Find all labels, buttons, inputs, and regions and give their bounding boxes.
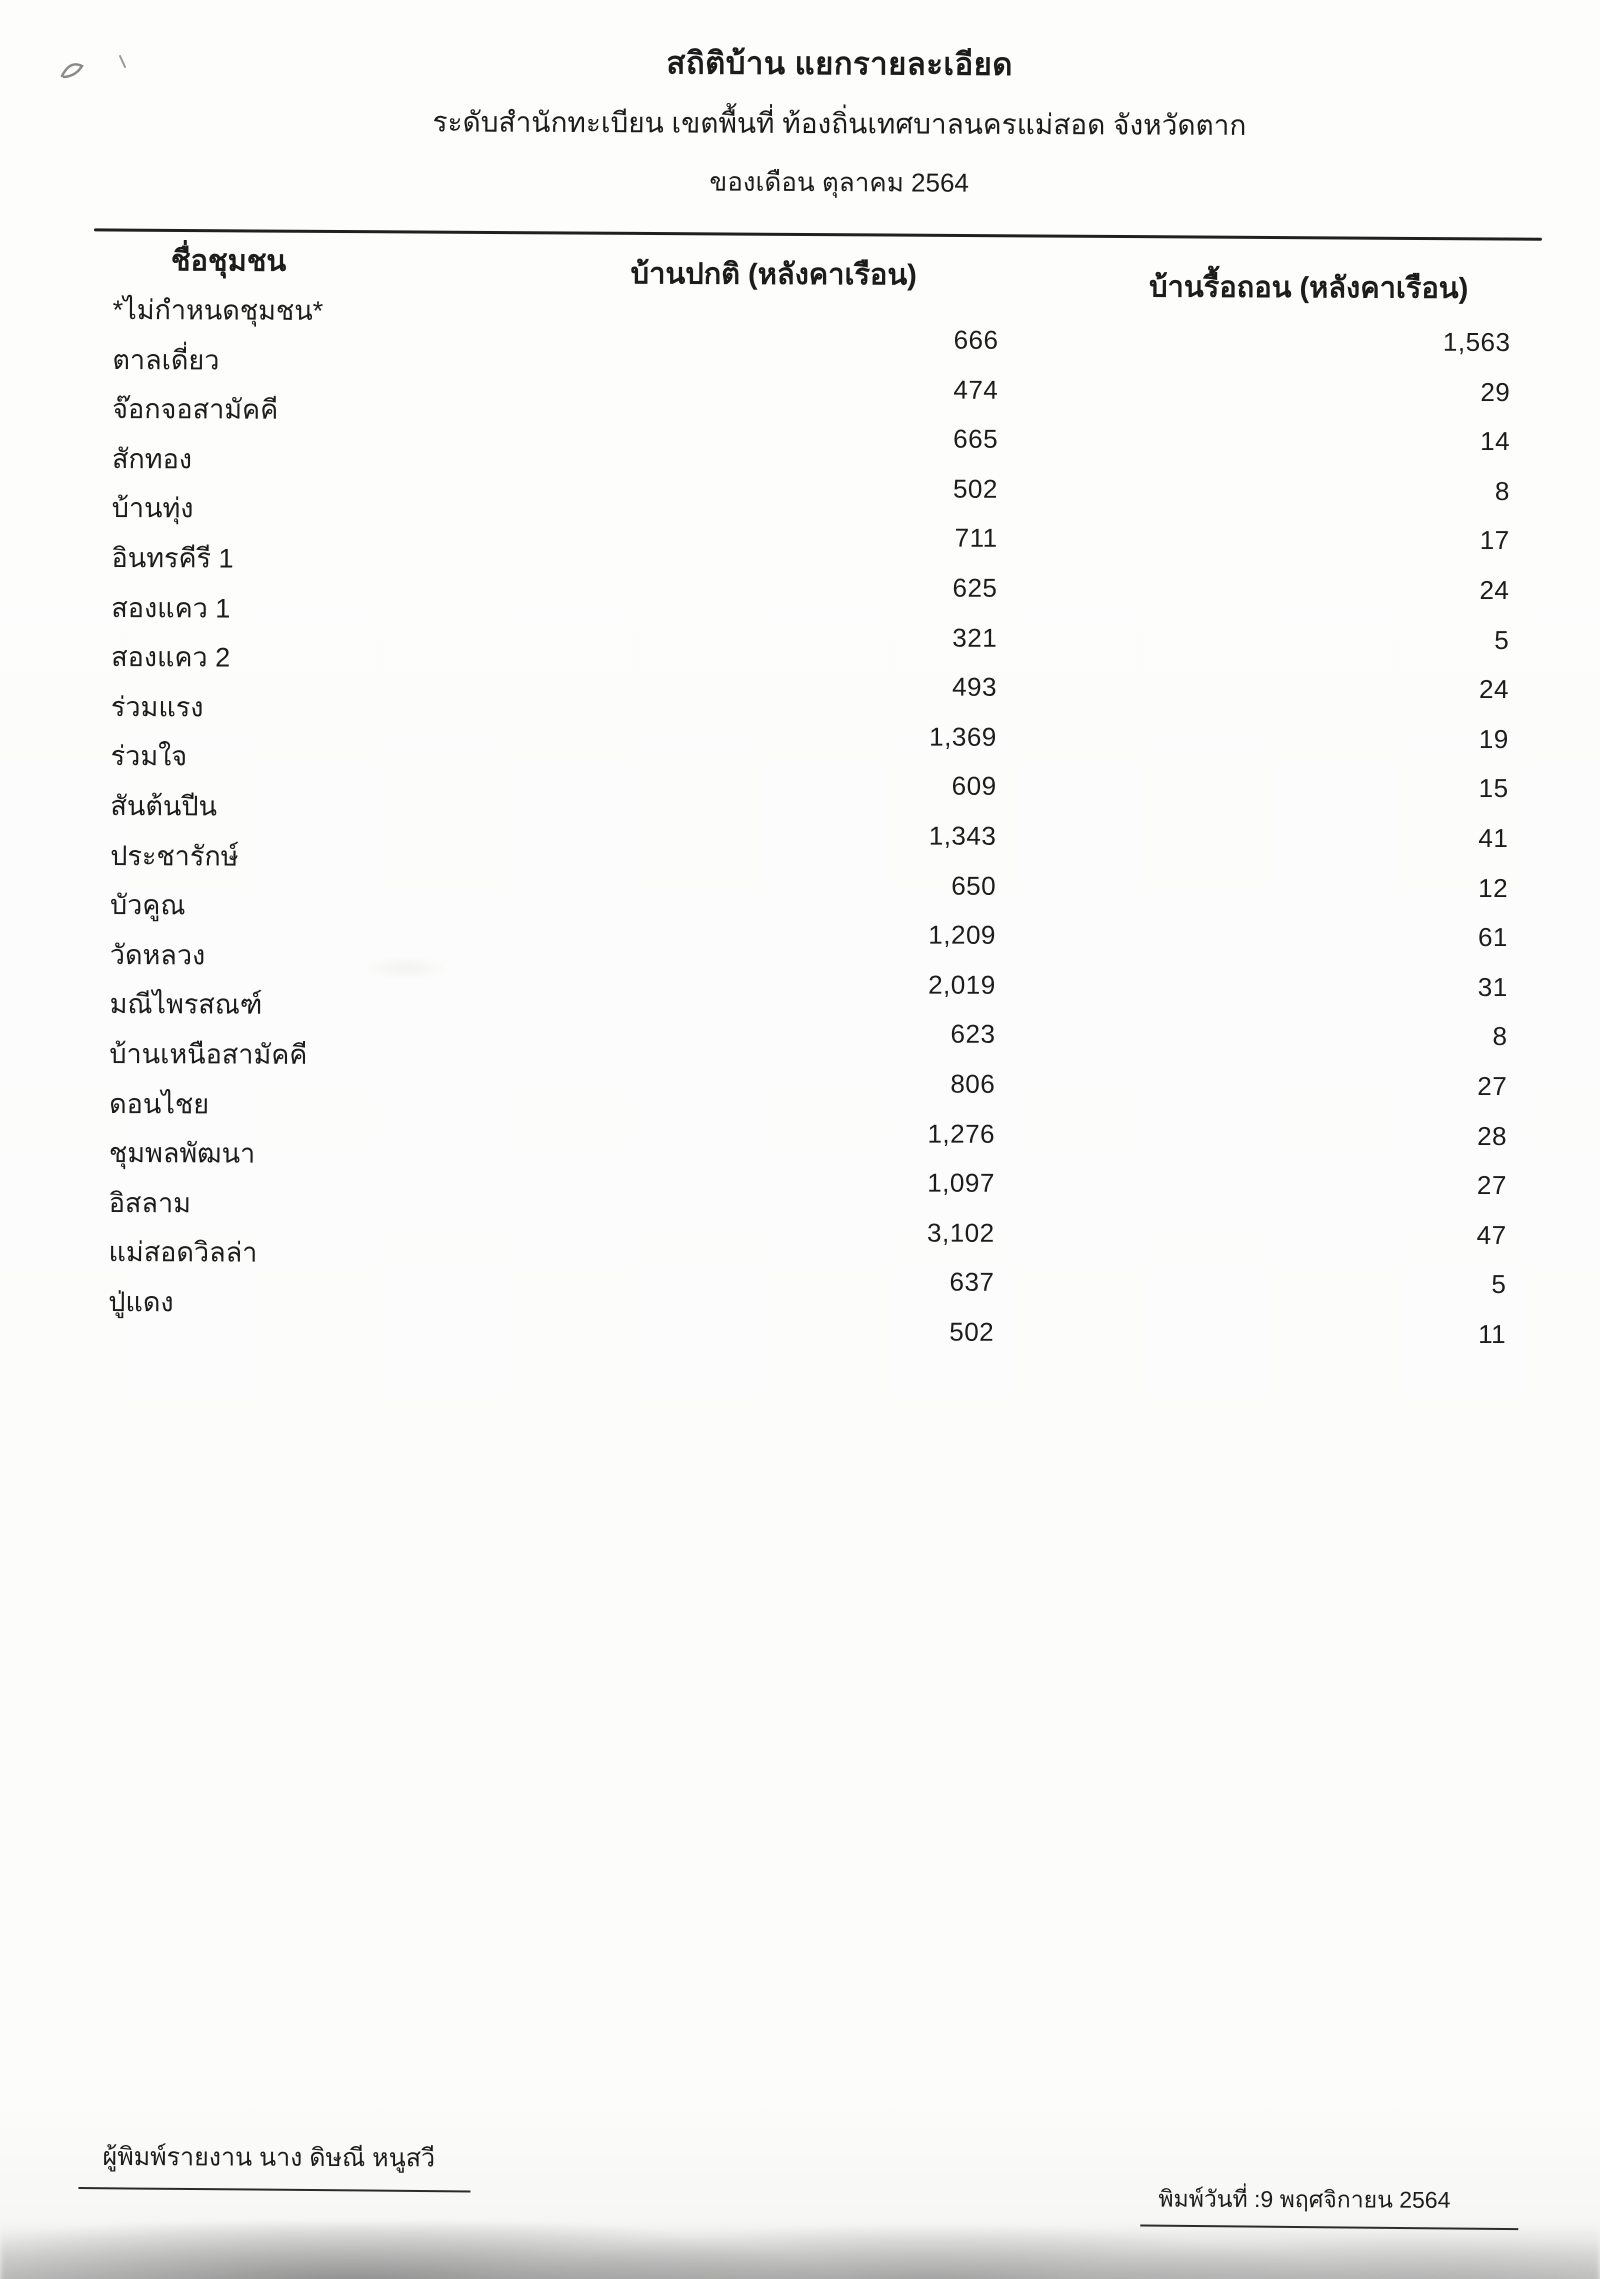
demolished-house-count: 5 [1494, 624, 1510, 655]
table-row [0, 585, 1597, 655]
community-name: วัดหลวง [109, 939, 206, 971]
community-name: *ไม่กำหนดชุมชน* [112, 295, 324, 326]
normal-house-count: 1,209 [928, 919, 996, 950]
scan-smudge [360, 955, 450, 981]
demolished-house-count: 27 [1476, 1170, 1507, 1201]
demolished-house-count: 28 [1477, 1120, 1508, 1151]
table-row [0, 1131, 1595, 1201]
table-row [0, 436, 1598, 506]
demolished-house-count: 61 [1477, 922, 1508, 953]
table-body [0, 288, 1599, 1349]
normal-house-count: 2,019 [928, 969, 996, 1000]
scanner-edge-shadow [0, 2223, 1600, 2279]
table-row [0, 387, 1598, 457]
print-date-label: พิมพ์วันที่ :9 พฤศจิกายน 2564 [1158, 2185, 1451, 2213]
table-row [0, 982, 1596, 1052]
normal-house-count: 666 [953, 324, 999, 355]
community-name: ประชารักษ์ [110, 840, 239, 872]
normal-house-count: 1,097 [927, 1167, 995, 1198]
community-name: สองแคว 2 [111, 642, 231, 673]
demolished-house-count: 47 [1476, 1219, 1507, 1250]
table-row [0, 833, 1596, 903]
community-name: ดอนไชย [109, 1088, 210, 1119]
community-name: บ้านเหนือสามัคคี [109, 1038, 308, 1070]
normal-house-count: 3,102 [926, 1217, 995, 1248]
table-row [0, 1230, 1595, 1300]
community-name: สันต้นปีน [110, 790, 218, 822]
community-name: จ๊อกจอสามัคคี [112, 394, 279, 425]
community-name: ร่วมแรง [110, 691, 204, 723]
table-row [0, 783, 1597, 854]
normal-house-count: 711 [954, 523, 998, 554]
normal-house-count: 321 [952, 622, 998, 653]
demolished-house-count: 15 [1478, 773, 1509, 804]
normal-house-count: 665 [953, 423, 999, 455]
table-row [0, 635, 1597, 705]
normal-house-count: 650 [951, 870, 997, 901]
demolished-house-count: 8 [1494, 475, 1510, 506]
normal-house-count: 502 [952, 473, 998, 504]
community-name: สองแคว 1 [111, 592, 231, 624]
printed-by-label: ผู้พิมพ์รายงาน นาง ดิษณี หนูสวี [102, 2142, 436, 2173]
normal-house-count: 623 [950, 1018, 996, 1050]
table-row [0, 288, 1599, 358]
normal-house-count: 625 [952, 572, 998, 603]
community-name: บ้านทุ่ง [111, 493, 194, 524]
table-row [0, 883, 1596, 953]
column-header-normal-houses: บ้านปกติ (หลังคาเรือน) [630, 258, 917, 292]
column-header-community-name: ชื่อชุมชน [170, 245, 287, 278]
demolished-house-count: 41 [1478, 822, 1509, 854]
table-row [0, 486, 1598, 556]
normal-house-count: 1,343 [928, 820, 997, 851]
demolished-house-count: 29 [1480, 376, 1511, 407]
community-name: แม่สอดวิลล่า [108, 1237, 258, 1268]
document-header [79, 35, 1600, 207]
table-row [0, 684, 1597, 754]
column-header-demolished-houses: บ้านรื้อถอน (หลังคาเรือน) [1149, 271, 1469, 305]
table-row [0, 1279, 1594, 1349]
document-subtitle: ระดับสำนักทะเบียน เขตพื้นที่ ท้องถิ่นเทศบาลนครแม่สอด จังหวัดตาก [432, 106, 1247, 141]
community-name: ปู่แดง [108, 1286, 174, 1318]
normal-house-count: 1,369 [929, 721, 997, 752]
demolished-house-count: 24 [1479, 574, 1510, 606]
normal-house-count: 609 [951, 771, 997, 802]
demolished-house-count: 19 [1478, 723, 1509, 754]
demolished-house-count: 14 [1480, 426, 1511, 457]
demolished-house-count: 24 [1479, 674, 1510, 705]
normal-house-count: 474 [953, 374, 999, 405]
printed-by-underline [78, 2187, 470, 2192]
community-name: สักทอง [111, 443, 193, 475]
demolished-house-count: 12 [1478, 872, 1509, 903]
table-row [0, 535, 1598, 606]
community-name: ตาลเดี่ยว [112, 344, 220, 376]
normal-house-count: 493 [952, 671, 998, 703]
document-month-line: ของเดือน ตุลาคม 2564 [709, 166, 970, 198]
community-name: ชุมพลพัฒนา [108, 1138, 256, 1169]
community-name: บัวคูณ [109, 890, 186, 921]
table-row [0, 1081, 1595, 1151]
normal-house-count: 806 [950, 1068, 996, 1099]
community-name: อินทรคีรี 1 [111, 542, 234, 574]
normal-house-count: 502 [949, 1316, 995, 1347]
demolished-house-count: 17 [1479, 525, 1510, 556]
document-title: สถิติบ้าน แยกรายละเอียด [666, 45, 1014, 82]
table-row [0, 337, 1599, 407]
normal-house-count: 1,276 [927, 1118, 996, 1149]
demolished-house-count: 1,563 [1442, 326, 1511, 358]
demolished-house-count: 11 [1478, 1318, 1507, 1349]
community-name: มณีไพรสณฑ์ [109, 989, 263, 1020]
demolished-house-count: 5 [1491, 1269, 1507, 1300]
normal-house-count: 637 [949, 1266, 995, 1298]
table-row [0, 1180, 1595, 1250]
community-name: อิสลาม [108, 1187, 192, 1219]
table-row [0, 734, 1597, 804]
table-row [0, 932, 1596, 1002]
community-name: ร่วมใจ [110, 741, 188, 772]
demolished-house-count: 8 [1492, 1021, 1508, 1052]
table-row [0, 1031, 1595, 1102]
demolished-house-count: 27 [1477, 1070, 1508, 1102]
demolished-house-count: 31 [1477, 971, 1508, 1002]
